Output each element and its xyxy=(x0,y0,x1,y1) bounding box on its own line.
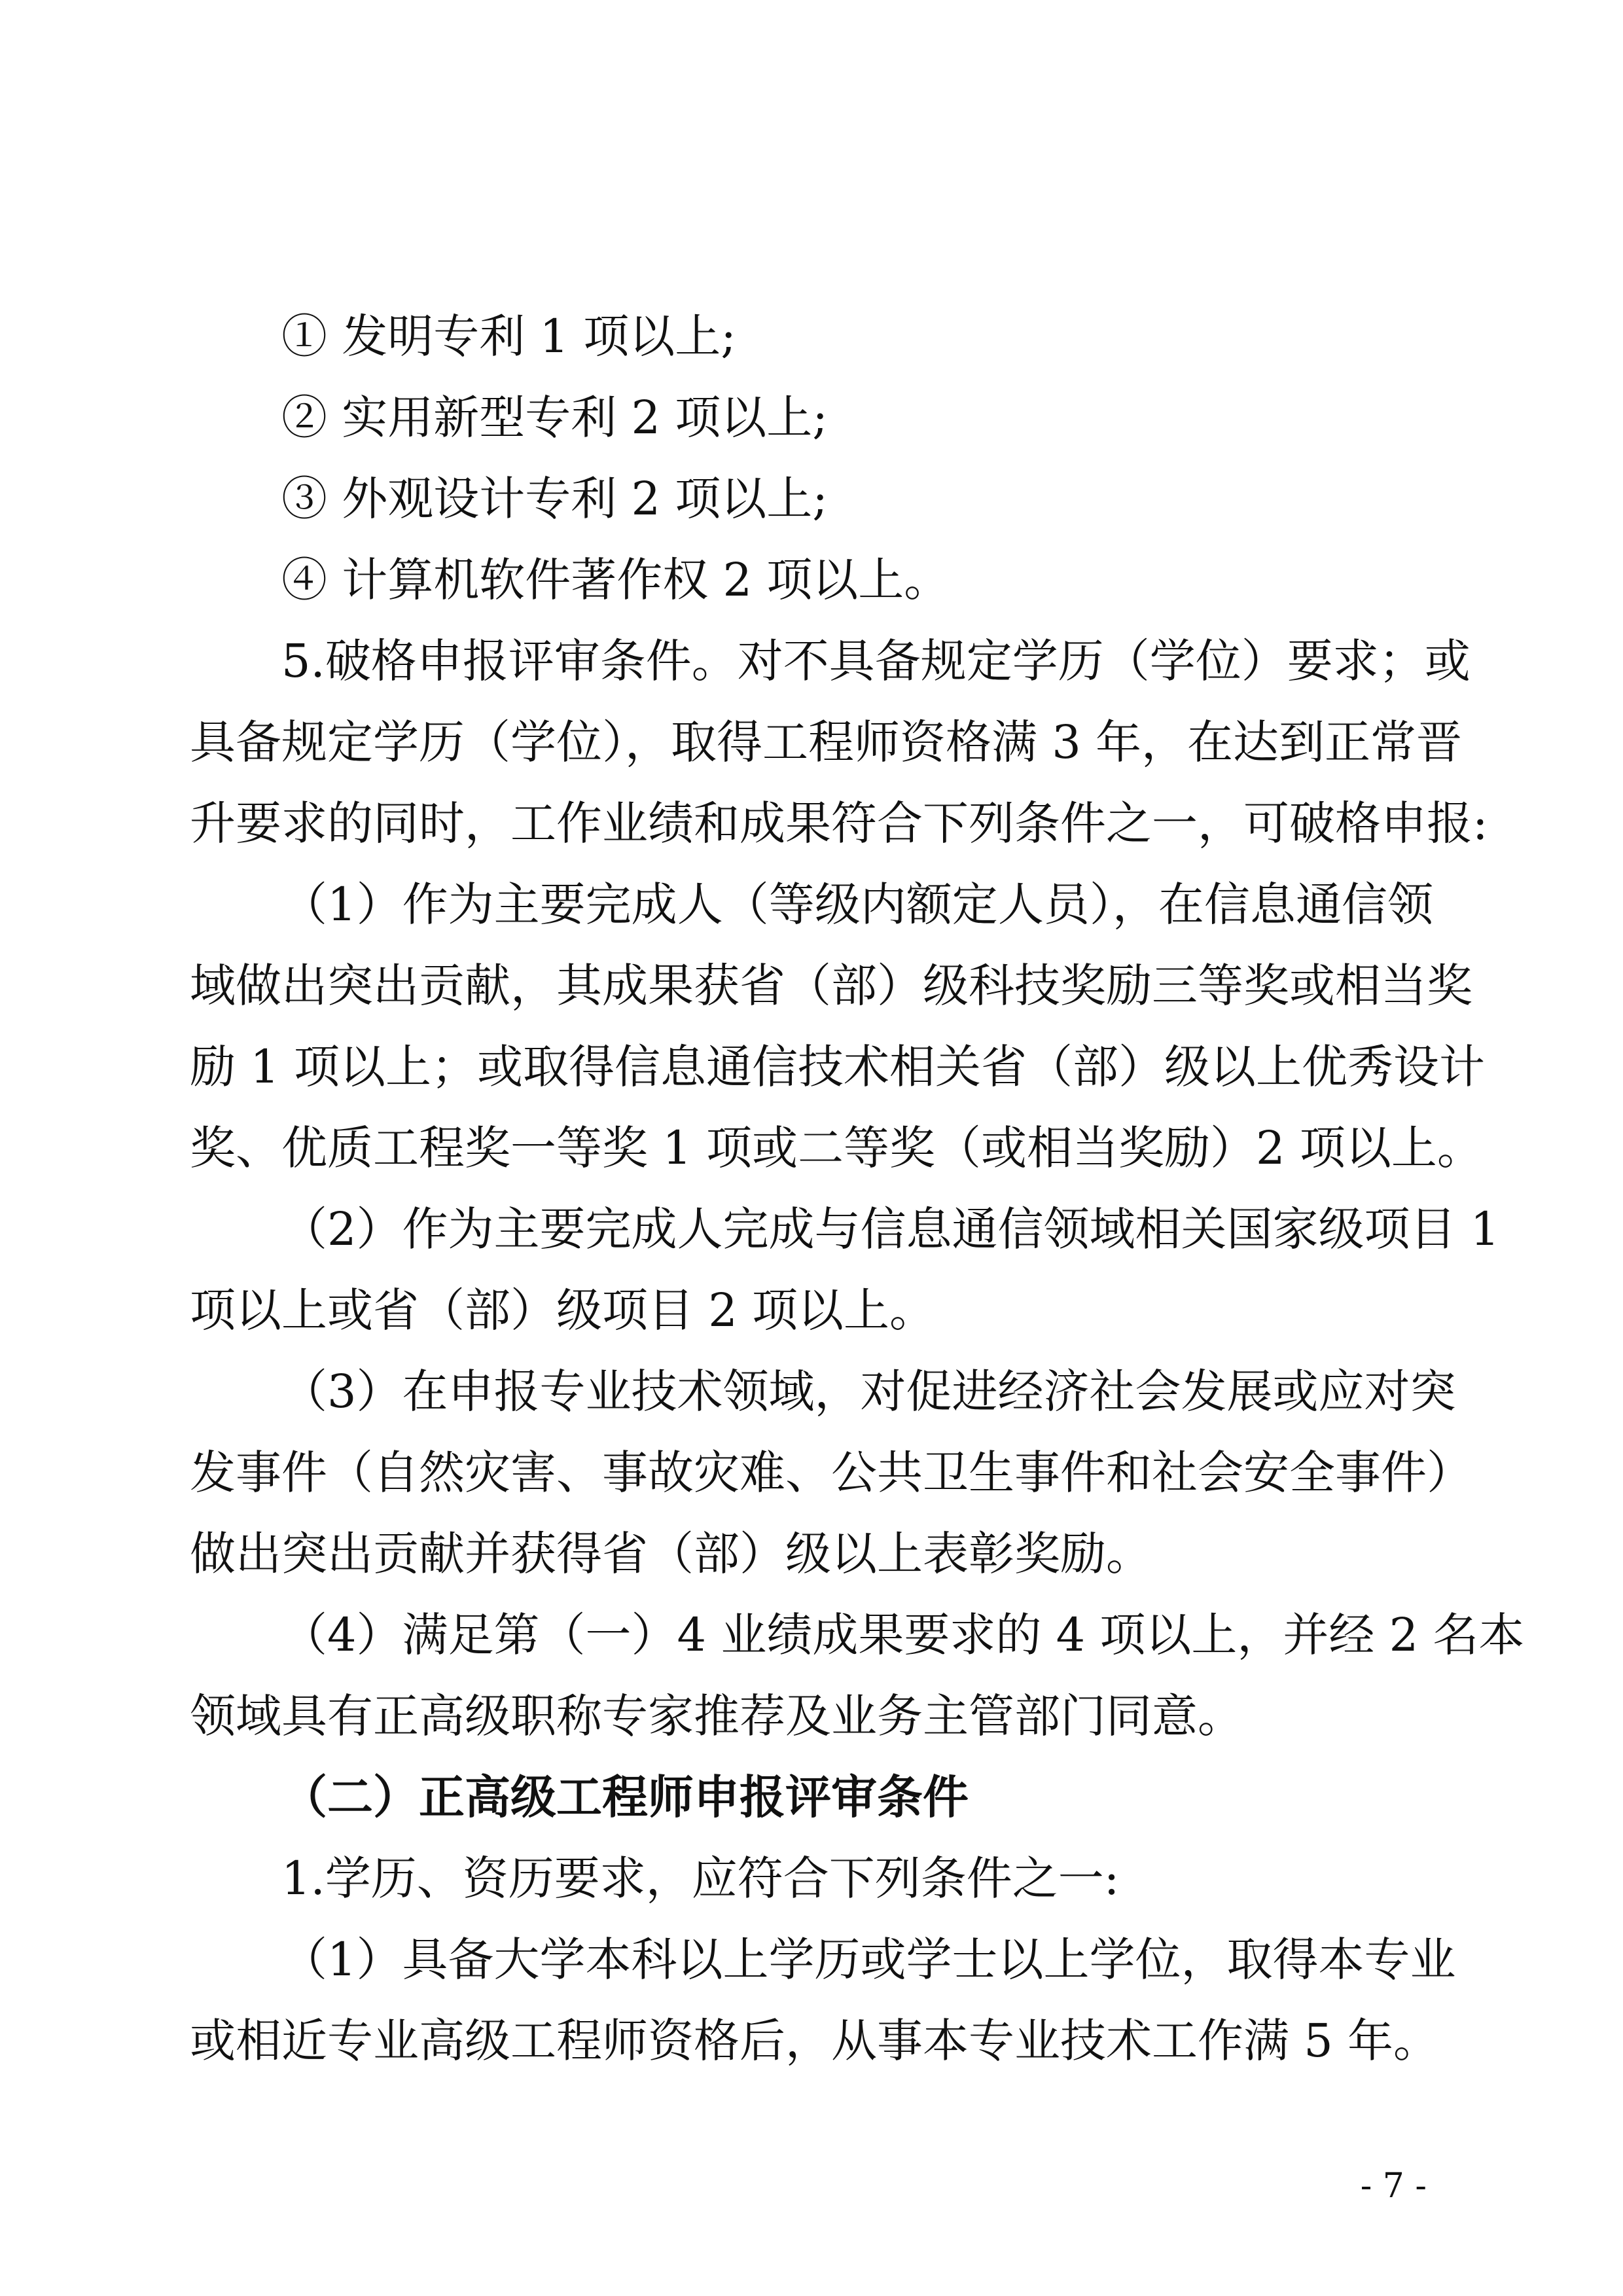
condition-3-line3: 做出突出贡献并获得省（部）级以上表彰奖励。 xyxy=(190,1527,1152,1581)
list-item-utility-model: ② 实用新型专利 2 项以上; xyxy=(281,391,828,444)
condition-1-line2: 域做出突出贡献，其成果获省（部）级科技奖励三等奖或相当奖 xyxy=(190,959,1472,1013)
requirement-1-condition-1-line2: 或相近专业高级工程师资格后，从事本专业技术工作满 5 年。 xyxy=(190,2014,1440,2068)
list-item-design-patent: ③ 外观设计专利 2 项以上; xyxy=(281,472,828,526)
list-item-patent-invention: ① 发明专利 1 项以上; xyxy=(281,310,736,363)
condition-1-line3: 励 1 项以上；或取得信息通信技术相关省（部）级以上优秀设计 xyxy=(190,1040,1486,1094)
paragraph-exceptional-line2: 具备规定学历（学位），取得工程师资格满 3 年，在达到正常晋 xyxy=(190,715,1463,769)
condition-2-line1: （2）作为主要完成人完成与信息通信领域相关国家级项目 1 xyxy=(281,1202,1500,1256)
requirement-1-condition-1-line1: （1）具备大学本科以上学历或学士以上学位，取得本专业 xyxy=(281,1933,1456,1986)
condition-3-line1: （3）在申报专业技术领域，对促进经济社会发展或应对突 xyxy=(281,1365,1456,1418)
paragraph-exceptional-line1: 5.破格申报评审条件。对不具备规定学历（学位）要求；或 xyxy=(281,634,1471,688)
condition-3-line2: 发事件（自然灾害、事故灾难、公共卫生事件和社会安全事件） xyxy=(190,1446,1472,1499)
condition-2-line2: 项以上或省（部）级项目 2 项以上。 xyxy=(190,1283,936,1337)
requirement-1: 1.学历、资历要求，应符合下列条件之一: xyxy=(281,1852,1120,1905)
page-number: - 7 - xyxy=(1360,2166,1427,2206)
paragraph-exceptional-line3: 升要求的同时，工作业绩和成果符合下列条件之一，可破格申报: xyxy=(190,797,1488,850)
section-heading: （二）正高级工程师申报评审条件 xyxy=(281,1770,969,1824)
condition-4-line1: （4）满足第（一）4 业绩成果要求的 4 项以上，并经 2 名本 xyxy=(281,1608,1525,1662)
condition-1-line4: 奖、优质工程奖一等奖 1 项或二等奖（或相当奖励）2 项以上。 xyxy=(190,1121,1483,1175)
document-body xyxy=(190,296,1525,2081)
condition-1-line1: （1）作为主要完成人（等级内额定人员），在信息通信领 xyxy=(281,878,1433,931)
condition-4-line2: 领域具有正高级职称专家推荐及业务主管部门同意。 xyxy=(190,1689,1243,1743)
list-item-software-copyright: ④ 计算机软件著作权 2 项以上。 xyxy=(281,553,950,607)
